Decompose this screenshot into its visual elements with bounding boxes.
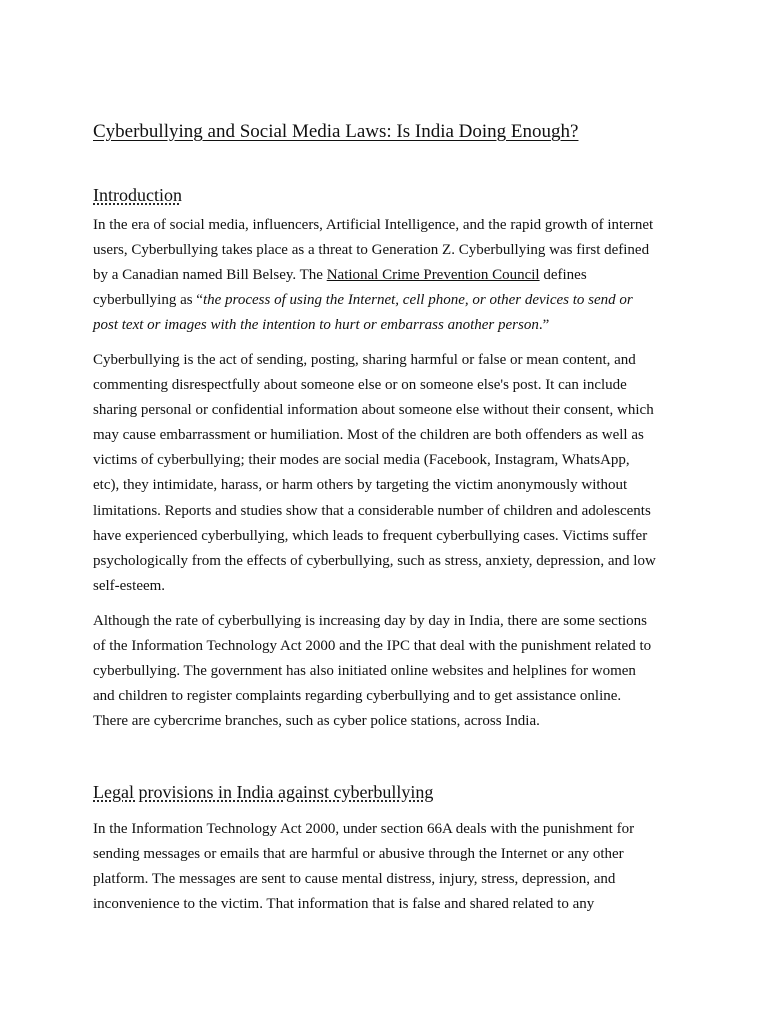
ncpc-link[interactable]: National Crime Prevention Council: [326, 267, 540, 284]
intro-paragraph-2: [93, 348, 683, 599]
text-line: etc), they intimidate, harass, or harm others by targeting the victim anonymously without: [93, 477, 628, 494]
text-line: may cause embarrassment or humiliation. Most of the children are both offenders as well as: [93, 427, 644, 444]
text-line: inconvenience to the victim. That information that is false and shared related to any: [93, 896, 595, 913]
intro-paragraph-3: [93, 609, 683, 734]
text-line: [93, 263, 683, 288]
text-line: There are cybercrime branches, such as cyber police stations, across India.: [93, 713, 540, 730]
text-line: In the era of social media, influencers, Artificial Intelligence, and the rapid growth of internet: [93, 217, 654, 233]
text-line: In the Information Technology Act 2000, under section 66A deals with the punishment for: [93, 821, 635, 837]
text-line: of the Information Technology Act 2000 and the IPC that deal with the punishment related to: [93, 638, 652, 655]
text-line: sharing personal or confidential information about someone else without their consent, which: [93, 402, 654, 419]
text-line: [93, 313, 683, 338]
text-line: Cyberbullying is the act of sending, posting, sharing harmful or false or mean content, and: [93, 352, 636, 368]
section-heading-legal-provisions: Legal provisions in India against cyberbullying: [93, 782, 434, 802]
document-title: Cyberbullying and Social Media Laws: Is India Doing Enough?: [93, 121, 579, 142]
legal-paragraph-1: [93, 817, 683, 917]
text-line: victims of cyberbullying; their modes are social media (Facebook, Instagram, WhatsApp,: [93, 452, 630, 469]
text-line: [93, 288, 683, 313]
text-line: commenting disrespectfully about someone else or on someone else's post. It can include: [93, 377, 627, 394]
intro-paragraph-1: [93, 213, 683, 338]
text-line: and children to register complaints regarding cyberbullying and to get assistance online.: [93, 688, 622, 705]
definition-quote: the process of using the Internet, cell phone, or other devices to send or: [202, 292, 633, 309]
text-line: sending messages or emails that are harmful or abusive through the Internet or any other: [93, 846, 624, 863]
text-line: self-esteem.: [93, 577, 166, 594]
section-heading-introduction: Introduction: [93, 185, 182, 205]
definition-quote: post text or images with the intention to hurt or embarrass another person: [93, 317, 539, 334]
text-line: cyberbullying. The government has also initiated online websites and helplines for women: [93, 663, 636, 680]
text-fragment: by a Canadian named Bill Belsey. The: [93, 267, 327, 284]
text-line: psychologically from the effects of cyberbullying, such as stress, anxiety, depression, and low: [93, 552, 656, 569]
text-line: Although the rate of cyberbullying is increasing day by day in India, there are some sections: [93, 613, 648, 629]
text-line: limitations. Reports and studies show that a considerable number of children and adolescents: [93, 502, 651, 519]
text-line: have experienced cyberbullying, which leads to frequent cyberbullying cases. Victims suffer: [93, 527, 648, 544]
text-fragment: .”: [538, 317, 550, 334]
text-fragment: defines: [539, 267, 587, 284]
text-line: users, Cyberbullying takes place as a threat to Generation Z. Cyberbullying was first defined: [93, 242, 650, 259]
text-fragment: cyberbullying as “: [93, 292, 203, 309]
text-line: platform. The messages are sent to cause mental distress, injury, stress, depression, and: [93, 871, 616, 888]
